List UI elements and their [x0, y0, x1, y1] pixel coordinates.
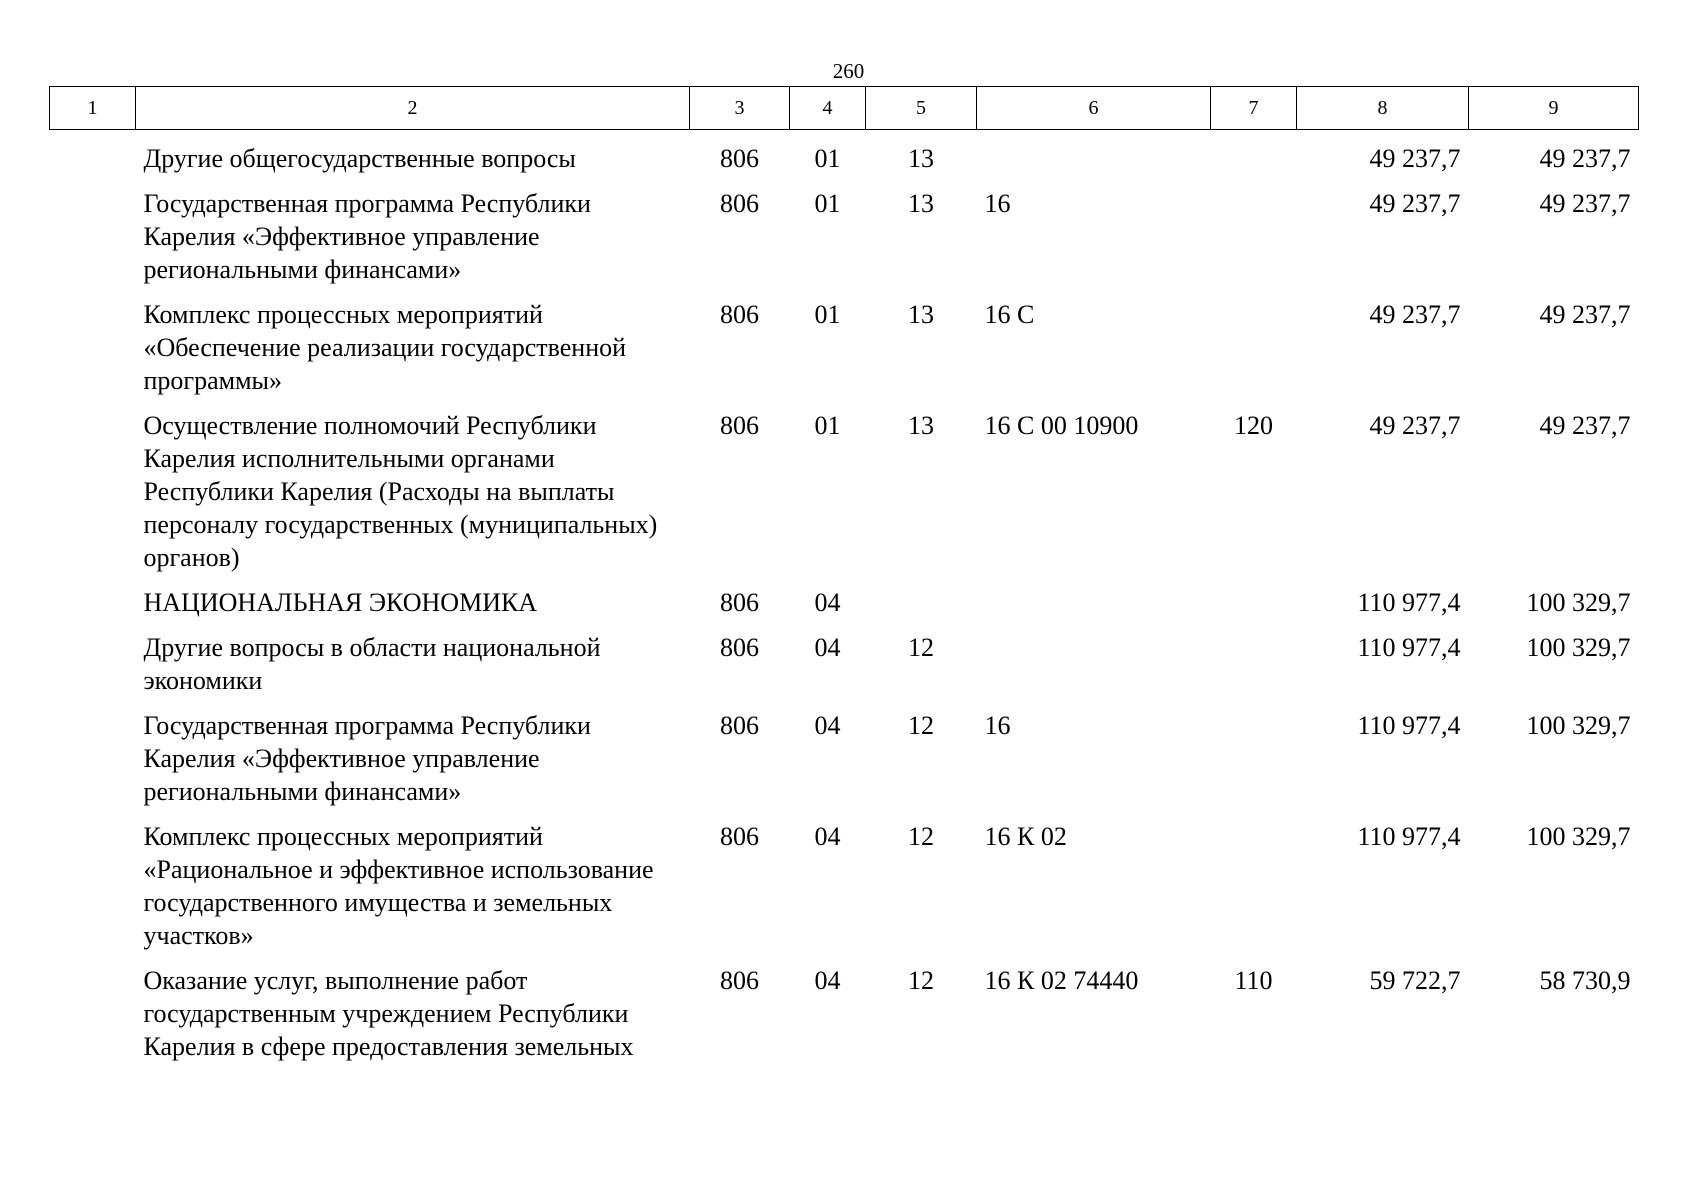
header-col-1: 1: [50, 87, 136, 130]
amount-year-1: 49 237,7: [1369, 144, 1461, 173]
header-col-2: 2: [136, 87, 690, 130]
section-code: 01: [814, 411, 841, 440]
ministry-code: 806: [720, 711, 759, 740]
section-code: 04: [814, 633, 841, 662]
ministry-code: 806: [720, 189, 759, 218]
amount-year-1: 110 977,4: [1357, 711, 1461, 740]
ministry-code: 806: [720, 633, 759, 662]
table-row: [50, 175, 1639, 286]
target-article-code: 16: [984, 711, 1011, 740]
expense-name: Государственная программа Республики Карелия «Эффективное управление региональными финансами»: [143, 711, 591, 806]
amount-year-1: 49 237,7: [1369, 300, 1461, 329]
amount-year-2: 100 329,7: [1526, 822, 1631, 851]
ministry-code: 806: [720, 300, 759, 329]
row-number-cell: [50, 952, 136, 1063]
expense-type-code: 110: [1234, 966, 1273, 995]
page-number: 260: [832, 59, 865, 83]
amount-year-1: 59 722,7: [1369, 966, 1461, 995]
section-code: 04: [814, 711, 841, 740]
target-article-code: 16: [984, 189, 1011, 218]
amount-year-2: 49 237,7: [1539, 144, 1631, 173]
expense-type-code: [1211, 286, 1297, 397]
expense-name: Оказание услуг, выполнение работ государственным учреждением Республики Карелия в сфере предоставления земельных: [143, 966, 634, 1061]
expense-type-code: [1211, 175, 1297, 286]
subsection-code: 13: [908, 189, 934, 218]
table-row: [50, 130, 1639, 176]
expense-name: Другие вопросы в области национальной экономики: [143, 633, 601, 695]
subsection-code: 13: [908, 144, 934, 173]
expense-type-code: [1211, 619, 1297, 697]
table-row: [50, 286, 1639, 397]
ministry-code: 806: [720, 966, 759, 995]
subsection-code: [866, 574, 977, 619]
table-row: [50, 697, 1639, 808]
amount-year-2: 100 329,7: [1526, 633, 1631, 662]
amount-year-1: 49 237,7: [1369, 411, 1461, 440]
amount-year-2: 100 329,7: [1526, 588, 1631, 617]
table-row: [50, 574, 1639, 619]
expense-name: Осуществление полномочий Республики Карелия исполнительными органами Республики Карелия (Расходы на выплаты персоналу государственных (муниципальных) органов): [143, 411, 658, 572]
amount-year-1: 49 237,7: [1369, 189, 1461, 218]
target-article-code: 16 С 00 10900: [984, 411, 1139, 440]
expense-type-code: [1211, 574, 1297, 619]
expense-type-code: [1211, 130, 1297, 176]
amount-year-1: 110 977,4: [1357, 588, 1461, 617]
amount-year-2: 100 329,7: [1526, 711, 1631, 740]
budget-table: [49, 86, 1639, 1063]
target-article-code: [977, 619, 1211, 697]
header-col-8: 8: [1297, 87, 1469, 130]
table-row: [50, 808, 1639, 952]
section-code: 04: [814, 822, 841, 851]
row-number-cell: [50, 808, 136, 952]
header-col-6: 6: [977, 87, 1211, 130]
section-code: 01: [814, 300, 841, 329]
subsection-code: 13: [908, 300, 934, 329]
table-row: [50, 952, 1639, 1063]
header-col-7: 7: [1211, 87, 1297, 130]
section-code: 04: [814, 588, 841, 617]
ministry-code: 806: [720, 588, 759, 617]
ministry-code: 806: [720, 144, 759, 173]
amount-year-2: 49 237,7: [1539, 300, 1631, 329]
expense-name: НАЦИОНАЛЬНАЯ ЭКОНОМИКА: [143, 588, 538, 617]
subsection-code: 12: [908, 711, 934, 740]
ministry-code: 806: [720, 822, 759, 851]
subsection-code: 12: [908, 822, 934, 851]
ministry-code: 806: [720, 411, 759, 440]
expense-name: Другие общегосударственные вопросы: [143, 144, 576, 173]
subsection-code: 12: [908, 633, 934, 662]
amount-year-2: 49 237,7: [1539, 411, 1631, 440]
target-article-code: 16 К 02 74440: [984, 966, 1139, 995]
column-number-header: [50, 87, 1639, 130]
expense-type-code: [1211, 697, 1297, 808]
header-col-3: 3: [690, 87, 790, 130]
row-number-cell: [50, 574, 136, 619]
table-row: [50, 397, 1639, 574]
subsection-code: 13: [908, 411, 934, 440]
amount-year-2: 58 730,9: [1539, 966, 1631, 995]
subsection-code: 12: [908, 966, 934, 995]
row-number-cell: [50, 697, 136, 808]
expense-name: Государственная программа Республики Карелия «Эффективное управление региональными финансами»: [143, 189, 591, 284]
header-col-9: 9: [1469, 87, 1639, 130]
expense-type-code: 120: [1234, 411, 1273, 440]
header-col-5: 5: [866, 87, 977, 130]
row-number-cell: [50, 286, 136, 397]
row-number-cell: [50, 130, 136, 176]
row-number-cell: [50, 175, 136, 286]
row-number-cell: [50, 619, 136, 697]
amount-year-1: 110 977,4: [1357, 633, 1461, 662]
section-code: 04: [814, 966, 841, 995]
expense-type-code: [1211, 808, 1297, 952]
amount-year-1: 110 977,4: [1357, 822, 1461, 851]
amount-year-2: 49 237,7: [1539, 189, 1631, 218]
expense-name: Комплекс процессных мероприятий «Рациональное и эффективное использование государственного имущества и земельных участков»: [143, 822, 654, 950]
table-row: [50, 619, 1639, 697]
section-code: 01: [814, 189, 841, 218]
target-article-code: [977, 130, 1211, 176]
expense-name: Комплекс процессных мероприятий «Обеспечение реализации государственной программы»: [143, 300, 627, 395]
row-number-cell: [50, 397, 136, 574]
section-code: 01: [814, 144, 841, 173]
target-article-code: [977, 574, 1211, 619]
header-col-4: 4: [790, 87, 866, 130]
target-article-code: 16 К 02: [984, 822, 1067, 851]
target-article-code: 16 С: [984, 300, 1035, 329]
